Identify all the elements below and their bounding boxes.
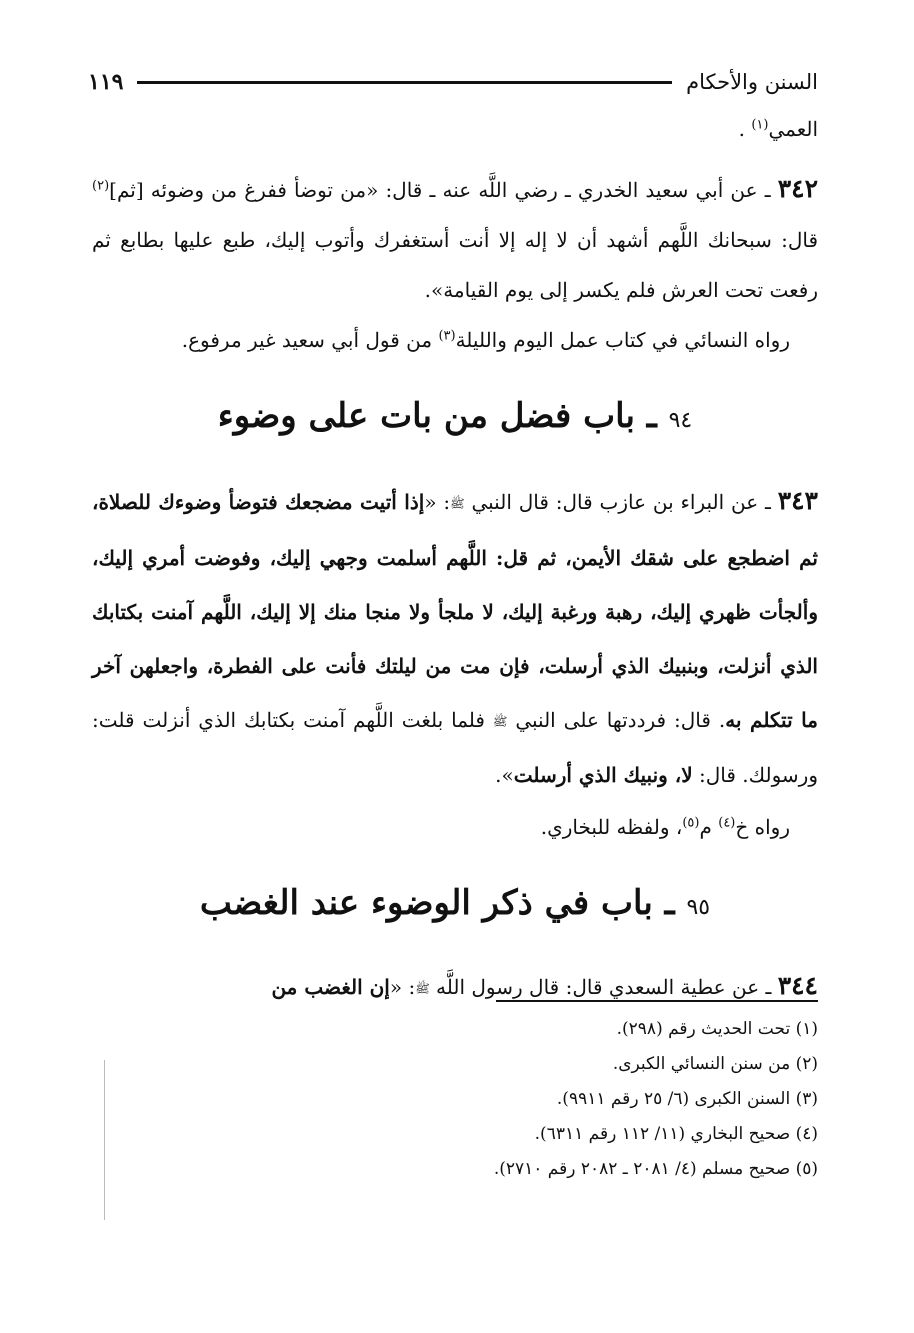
hadith-number: ٣٤٣ bbox=[777, 486, 818, 515]
quote-open: : « bbox=[424, 490, 451, 514]
source-b: م bbox=[699, 815, 719, 839]
hadith-text: ـ عن أبي سعيد الخدري ـ رضي اللَّه عنه ـ قال: «من توضأ ففرغ من وضوئه [ثم] bbox=[109, 178, 778, 202]
hadith-mid: . قال: فرددتها على النبي bbox=[507, 707, 726, 732]
chapter-title: ـ باب فضل من بات على وضوء bbox=[217, 396, 669, 436]
continued-end: . bbox=[738, 117, 752, 141]
footnote-2: (٢) من سنن النسائي الكبرى. bbox=[612, 1054, 818, 1074]
source-text-cont: من قول أبي سعيد غير مرفوع. bbox=[181, 328, 439, 352]
chapter-number: ٩٥ bbox=[686, 895, 711, 920]
source-text: رواه النسائي في كتاب عمل اليوم والليلة bbox=[455, 328, 790, 352]
hadith-mid-cont: فلما بلغت اللَّهم آمنت بكتابك الذي أنزلت قلت: ورسولك. قال: bbox=[92, 707, 818, 787]
footnote-separator bbox=[496, 1000, 818, 1002]
page-number: ١١٩ bbox=[88, 69, 124, 95]
hadith-343-source bbox=[92, 802, 818, 852]
hadith-number: ٣٤٢ bbox=[777, 174, 819, 203]
chapter-title: ـ باب في ذكر الوضوء عند الغضب bbox=[199, 883, 687, 923]
footnotes bbox=[178, 1012, 818, 1187]
quote-open: : « bbox=[389, 975, 416, 999]
footnote-ref-5: (٥) bbox=[682, 815, 700, 831]
continued-word: العمي bbox=[768, 117, 818, 141]
hadith-343 bbox=[92, 474, 818, 802]
hadith-quote-bold: إن الغضب من bbox=[271, 975, 390, 999]
page-header bbox=[88, 62, 818, 102]
hadith-quote-bold: إذا أتيت مضجعك فتوضأ وضوءك للصلاة، ثم اضطجع على شقك الأيمن، ثم قل: اللَّهم أسلمت وجهي إليك، وفوضت أمري إليك، وألجأت ظهري إليك، رهبة ورغبة إليك، لا ملجأ ولا منجا منك إلا إليك، اللَّهم آمنت بكتابك الذي أنزلت، وبنبيك الذي أرسلت، فإن مت من ليلتك فأنت على الفطرة، واجعلهن آخر ما تتكلم به bbox=[92, 490, 818, 732]
hadith-342 bbox=[92, 164, 818, 315]
hadith-quote-bold-2: لا، ونبيك الذي أرسلت bbox=[513, 763, 693, 787]
footnote-ref-3: (٣) bbox=[438, 328, 456, 344]
page-body bbox=[92, 104, 818, 1014]
hadith-342-source bbox=[92, 315, 818, 365]
chapter-heading-94 bbox=[92, 389, 818, 448]
continued-text bbox=[92, 104, 818, 154]
footnote-1: (١) تحت الحديث رقم (٢٩٨). bbox=[616, 1019, 818, 1039]
footnote-3: (٣) السنن الكبرى (٦/ ٢٥ رقم ٩٩١١). bbox=[556, 1089, 818, 1109]
salla-glyph: ﷺ bbox=[415, 981, 430, 996]
source-c: ، ولفظه للبخاري. bbox=[540, 815, 683, 839]
footnote-4: (٤) صحيح البخاري (١١/ ١١٢ رقم ٦٣١١). bbox=[534, 1124, 818, 1144]
chapter-heading-95 bbox=[92, 876, 818, 935]
hadith-344 bbox=[92, 961, 818, 1014]
running-title: السنن والأحكام bbox=[686, 70, 818, 94]
footnote-ref-1: (١) bbox=[751, 117, 769, 133]
hadith-intro: ـ عن عطية السعدي قال: قال رسول اللَّه bbox=[429, 975, 778, 999]
chapter-number: ٩٤ bbox=[668, 408, 693, 433]
footnote-ref-2: (٢) bbox=[92, 178, 110, 194]
footnote-ref-4: (٤) bbox=[718, 815, 736, 831]
hadith-text-cont: قال: سبحانك اللَّهم أشهد أن لا إله إلا أنت أستغفرك وأتوب إليك، طبع عليها بطابع ثم رفعت تحت العرش فلم يكسر إلى يوم القيامة». bbox=[92, 228, 818, 302]
scan-margin-line bbox=[104, 1060, 105, 1220]
hadith-intro: ـ عن البراء بن عازب قال: قال النبي bbox=[464, 490, 778, 514]
header-rule bbox=[137, 81, 672, 84]
footnote-5: (٥) صحيح مسلم (٤/ ٢٠٨١ ـ ٢٠٨٢ رقم ٢٧١٠). bbox=[493, 1159, 818, 1179]
salla-glyph: ﷺ bbox=[492, 714, 508, 728]
salla-glyph: ﷺ bbox=[450, 496, 465, 511]
hadith-number: ٣٤٤ bbox=[777, 971, 818, 1000]
quote-close: ». bbox=[495, 763, 514, 787]
source-a: رواه خ bbox=[735, 815, 790, 839]
